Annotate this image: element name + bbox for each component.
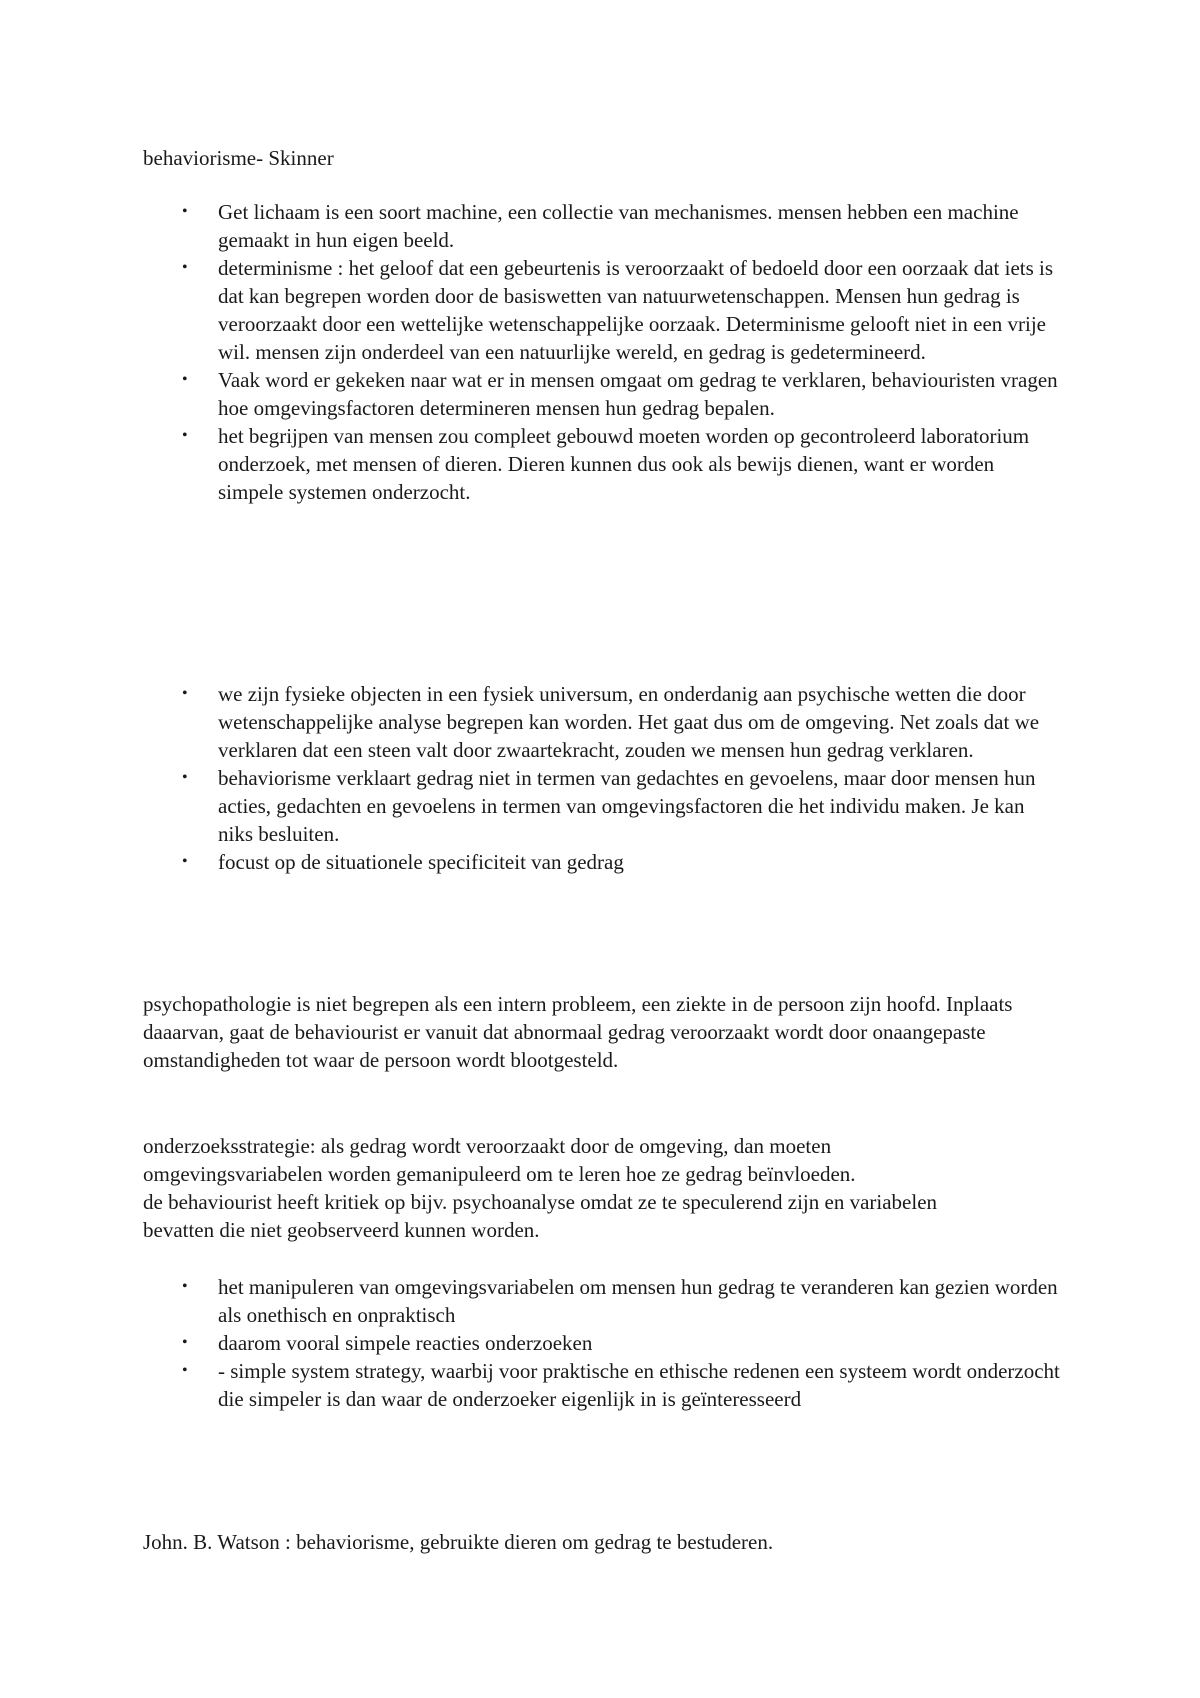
list-item (143, 1357, 1063, 1413)
list-item-text: behaviorisme verklaart gedrag niet in termen van gedachtes en gevoelens, maar door mensen hun acties, gedachten en gevoelens in termen van omgevingsfactoren die het individu maken. Je kan niks besluiten. (218, 766, 1036, 846)
list-item-text: het manipuleren van omgevingsvariabelen om mensen hun gedrag te veranderen kan gezien worden als onethisch en onpraktisch (218, 1275, 1058, 1327)
bullet-icon: • (182, 259, 188, 276)
research-strategy-line: de behaviourist heeft kritiek op bijv. psychoanalyse omdat ze te speculerend zijn en variabelen bevatten die niet geobserveerd kunnen worden. (143, 1190, 938, 1242)
bullet-icon: • (182, 427, 188, 444)
list-item (143, 764, 1063, 848)
bullet-list-environment (143, 680, 1063, 876)
bullet-list-ethics (143, 1273, 1063, 1413)
list-item (143, 1273, 1063, 1329)
list-item-text: we zijn fysieke objecten in een fysiek universum, en onderdanig aan psychische wetten die door wetenschappelijke analyse begrepen kan worden. Het gaat dus om de omgeving. Net zoals dat we verklaren dat een steen valt door zwaartekracht, zouden we mensen hun gedrag verklaren. (218, 682, 1040, 762)
research-strategy-line: onderzoeksstrategie: als gedrag wordt veroorzaakt door de omgeving, dan moeten omgevingsvariabelen worden gemanipuleerd om te leren hoe ze gedrag beïnvloeden. (143, 1134, 856, 1186)
bullet-icon: • (182, 203, 188, 220)
list-item-text: Get lichaam is een soort machine, een collectie van mechanismes. mensen hebben een machine gemaakt in hun eigen beeld. (218, 200, 1019, 252)
list-item-text: determinisme : het geloof dat een gebeurtenis is veroorzaakt of bedoeld door een oorzaak dat iets is dat kan begrepen worden door de basiswetten van natuurwetenschappen. Mensen hun gedrag is veroorzaakt door een wettelijke wetenschappelijke oorzaak. Determinisme gelooft niet in een vrije wil. mensen zijn onderdeel van een natuurlijke wereld, en gedrag is gedetermineerd. (218, 256, 1054, 364)
list-item (143, 422, 1063, 506)
psychopathology-paragraph: psychopathologie is niet begrepen als een intern probleem, een ziekte in de persoon zijn hoofd. Inplaats daaarvan, gaat de behaviourist er vanuit dat abnormaal gedrag veroorzaakt wordt door onaangepaste omstandigheden tot waar de persoon wordt blootgesteld. (143, 992, 1013, 1072)
bullet-icon: • (182, 1278, 188, 1295)
document-heading: behaviorisme- Skinner (143, 146, 334, 170)
list-item (143, 198, 1063, 254)
list-item-text: daarom vooral simpele reacties onderzoeken (218, 1331, 593, 1355)
list-item-text: focust op de situationele specificiteit van gedrag (218, 850, 624, 874)
bullet-icon: • (182, 769, 188, 786)
list-item (143, 254, 1063, 366)
list-item (143, 366, 1063, 422)
list-item (143, 680, 1063, 764)
bullet-list-skinner (143, 198, 1063, 506)
research-strategy-paragraph (143, 1132, 1013, 1244)
watson-line: John. B. Watson : behaviorisme, gebruikte dieren om gedrag te bestuderen. (143, 1530, 774, 1554)
bullet-icon: • (182, 1334, 188, 1351)
list-item (143, 1329, 1063, 1357)
list-item-text: Vaak word er gekeken naar wat er in mensen omgaat om gedrag te verklaren, behaviouristen vragen hoe omgevingsfactoren determineren mensen hun gedrag bepalen. (218, 368, 1058, 420)
bullet-icon: • (182, 371, 188, 388)
bullet-icon: • (182, 685, 188, 702)
list-item-text: - simple system strategy, waarbij voor praktische en ethische redenen een systeem wordt onderzocht die simpeler is dan waar de onderzoeker eigenlijk in is geïnteresseerd (218, 1359, 1060, 1411)
bullet-icon: • (182, 1362, 188, 1379)
list-item-text: het begrijpen van mensen zou compleet gebouwd moeten worden op gecontroleerd laboratorium onderzoek, met mensen of dieren. Dieren kunnen dus ook als bewijs dienen, want er worden simpele systemen onderzocht. (218, 424, 1030, 504)
bullet-icon: • (182, 853, 188, 870)
list-item (143, 848, 1063, 876)
